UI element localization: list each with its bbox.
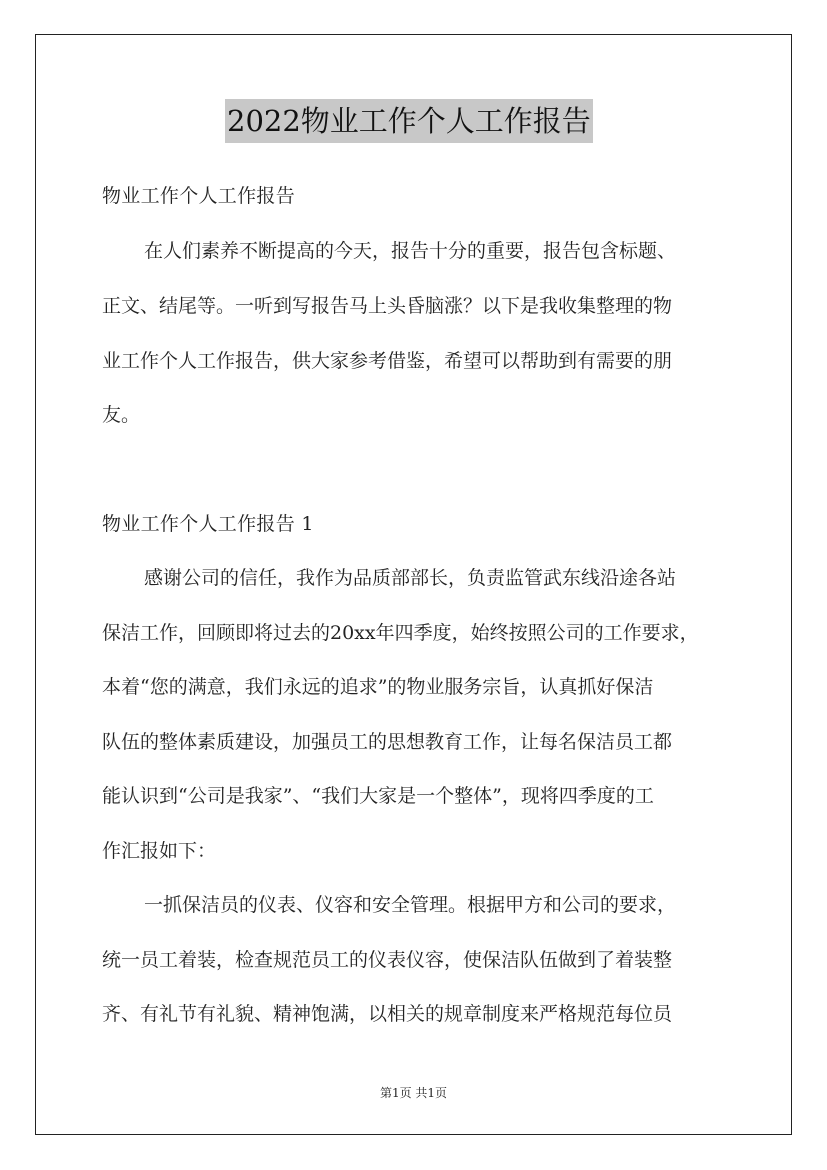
section-para1-line: 本着“您的满意，我们永远的追求”的物业服务宗旨，认真抓好保洁	[102, 676, 654, 698]
document-title: 2022物业工作个人工作报告	[225, 99, 593, 143]
section-para2-line: 统一员工着装，检查规范员工的仪表仪容，使保洁队伍做到了着装整	[102, 949, 673, 971]
section-para1-line: 作汇报如下：	[102, 840, 217, 862]
intro-line: 友。	[102, 404, 141, 426]
section-para2-line: 齐、有礼节有礼貌、精神饱满，以相关的规章制度来严格规范每位员	[102, 1003, 673, 1025]
section-para2-line: 一抓保洁员的仪表、仪容和安全管理。根据甲方和公司的要求，	[144, 894, 677, 916]
section-para1-line: 感谢公司的信任，我作为品质部部长，负责监管武东线沿途各站	[144, 567, 677, 589]
document-subtitle: 物业工作个人工作报告	[102, 185, 296, 207]
intro-line: 在人们素养不断提高的今天，报告十分的重要，报告包含标题、	[144, 240, 677, 262]
section-para1-line: 保洁工作，回顾即将过去的20xx年四季度，始终按照公司的工作要求，	[102, 622, 699, 644]
section-heading: 物业工作个人工作报告 1	[102, 513, 314, 535]
page-footer: 第1页 共1页	[379, 1086, 448, 1100]
intro-line: 正文、结尾等。一听到写报告马上头昏脑涨？以下是我收集整理的物	[102, 295, 673, 317]
intro-line: 业工作个人工作报告，供大家参考借鉴，希望可以帮助到有需要的朋	[102, 350, 673, 372]
section-para1-line: 能认识到“公司是我家”、“我们大家是一个整体”，现将四季度的工	[102, 785, 654, 807]
section-para1-line: 队伍的整体素质建设，加强员工的思想教育工作，让每名保洁员工都	[102, 731, 673, 753]
